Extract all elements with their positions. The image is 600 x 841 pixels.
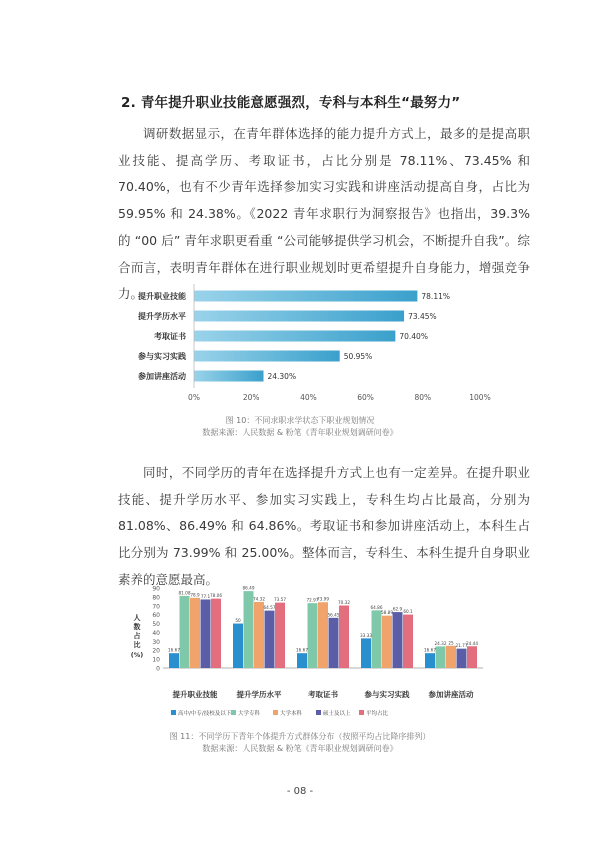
chart2-value-label: 77.1 — [200, 593, 211, 599]
chart2-bar — [233, 624, 243, 668]
chart2-value-label: 60.1 — [403, 609, 413, 615]
chart2-y-tick-label: 30 — [152, 638, 160, 646]
chart2-y-axis-label: 占 — [133, 632, 141, 640]
figure-11-caption — [0, 731, 600, 755]
chart2-bar — [169, 653, 179, 668]
chart1-category-label: 考取证书 — [154, 332, 186, 341]
chart2-legend-label: 高中/中专/技校及以下 — [178, 711, 232, 717]
section-heading: 2. 青年提升职业技能意愿强烈，专科与本科生“最努力” — [121, 95, 461, 111]
chart2-value-label: 73.99 — [317, 596, 329, 602]
chart2-value-label: 64.57 — [263, 605, 276, 611]
chart1-category-label: 提升职业技能 — [138, 292, 186, 301]
chart2-bar — [425, 653, 435, 668]
chart2-bar — [361, 638, 371, 668]
chart2-y-tick-label: 40 — [152, 629, 160, 637]
chart2-value-label: 21.77 — [455, 643, 468, 649]
chart2-value-label: 24.44 — [466, 640, 478, 646]
chart2-bar — [265, 611, 275, 668]
chart2-bar — [201, 599, 211, 668]
chart2-value-label: 24.32 — [434, 640, 447, 646]
chart2-value-label: 56.45 — [327, 612, 340, 618]
chart2-value-label: 33.33 — [360, 632, 372, 638]
chart2-value-label: 58.89 — [381, 610, 393, 616]
chart2-value-label: 81.08 — [178, 590, 191, 596]
chart2-category-label: 提升职业技能 — [172, 690, 218, 699]
chart2-value-label: 72.97 — [306, 597, 319, 603]
chart2-y-tick-label: 0 — [156, 665, 160, 673]
chart2-y-axis-label: 人 — [133, 614, 141, 622]
chart2-value-label: 62.9 — [392, 606, 403, 612]
chart2-legend-swatch — [273, 710, 278, 715]
chart1-category-label: 提升学历水平 — [138, 312, 186, 321]
chart2-value-label: 16.67 — [296, 647, 308, 653]
chart1-category-label: 参与实习实践 — [138, 352, 186, 361]
chart2-y-tick-label: 20 — [152, 647, 160, 655]
chart1-value-label: 50.95% — [343, 352, 373, 361]
chart2-value-label: 16.67 — [424, 647, 436, 653]
chart1-value-label: 78.11% — [421, 292, 451, 301]
figure-11-source: 数据来源：人民数据 & 粉笔《青年职业规划调研问卷》 — [202, 744, 398, 753]
chart2-legend-label: 平均占比 — [366, 711, 389, 717]
chart2-bar — [329, 618, 339, 668]
paragraph-2: 同时，不同学历的青年在选择提升方式上也有一定差异。在提升职业技能、提升学历水平、参加实习实践上，专科生均占比最高，分别为 81.08%、86.49% 和 64.86%。考取证书和参加讲座活动上，本科生占比分别为 73.99% 和 25.00%。整体而言，专科生、本科生提升自身职业素养的意愿最高。 — [118, 465, 530, 587]
chart2-y-tick-label: 10 — [152, 656, 160, 664]
paragraph-1: 调研数据显示，在青年群体选择的能力提升方式上，最多的是提高职业技能、提高学历、考取证书，占比分别是 78.11%、73.45% 和 70.40%，也有不少青年选择参加实习实践和讲座活动提高自身，占比为 59.95% 和 24.38%。《2022 青年求职行为洞察报告》也指出，39.3% 的 “00 后” 青年求职更看重 “公司能够提供学习机会，不断提升自我”。综合而言，表明青年群体在进行职业规划时更希望提升自身能力，增强竞争力。 — [118, 126, 530, 302]
chart2-value-label: 78.9 — [190, 592, 200, 598]
figure-11-title: 图 11：不同学历下青年个体提升方式群体分布（按照平均占比降序排列） — [169, 732, 431, 741]
chart2-bar — [180, 596, 190, 668]
chart2-bar — [297, 653, 307, 668]
chart2-bar — [211, 599, 221, 668]
chart2-bar — [393, 612, 403, 668]
chart2-value-label: 78.06 — [210, 593, 222, 599]
chart2-bar — [403, 615, 413, 668]
chart2-bar — [244, 591, 254, 668]
chart2-legend-swatch — [231, 710, 236, 715]
chart2-bar — [254, 602, 264, 668]
figure-10-source: 数据来源：人民数据 & 粉笔《青年职业规划调研问卷》 — [202, 428, 398, 437]
chart2-category-label: 提升学历水平 — [236, 690, 282, 699]
chart2-y-tick-label: 70 — [152, 603, 160, 611]
chart1-x-tick-label: 0% — [188, 393, 200, 402]
chart2-bar — [339, 605, 349, 668]
chart2-bar — [275, 603, 285, 668]
chart1-x-tick-label: 100% — [469, 393, 491, 402]
chart2-y-axis-label: 数 — [133, 623, 141, 631]
chart2-category-label: 考取证书 — [308, 690, 338, 699]
chart2-category-label: 参加讲座活动 — [428, 690, 474, 699]
chart2-legend-swatch — [316, 710, 321, 715]
chart2-legend-swatch — [171, 710, 176, 715]
chart1-category-label: 参加讲座活动 — [138, 372, 186, 381]
chart1-x-tick-label: 40% — [300, 393, 317, 402]
chart2-legend-label: 硕士及以上 — [323, 711, 351, 717]
page-number: - 08 - — [286, 786, 314, 797]
chart1-value-label: 70.40% — [399, 332, 428, 341]
chart2-value-label: 50 — [235, 618, 241, 624]
chart2-value-label: 86.49 — [242, 585, 255, 591]
chart1-x-tick-label: 80% — [414, 393, 432, 402]
chart2-y-tick-label: 80 — [152, 594, 160, 602]
chart2-bar — [308, 603, 318, 668]
figure-10-title: 图 10：不同求职求学状态下职业规划情况 — [225, 416, 375, 425]
chart2-bar — [318, 602, 328, 668]
chart2-y-tick-label: 60 — [152, 612, 160, 620]
chart2-y-axis-label: 比 — [133, 641, 141, 649]
chart2-bar — [372, 610, 382, 668]
chart2-y-axis-unit: (%) — [130, 651, 144, 659]
chart1-x-tick-label: 20% — [242, 393, 260, 402]
chart2-y-tick-label: 90 — [152, 585, 160, 593]
chart2-y-tick-label: 50 — [152, 621, 160, 629]
chart1-value-label: 73.45% — [408, 312, 437, 321]
chart2-value-label: 25 — [448, 640, 454, 646]
chart2-legend-label: 大学专科 — [238, 711, 261, 717]
chart2-category-label: 参与实习实践 — [364, 690, 410, 699]
chart2-value-label: 74.32 — [253, 596, 265, 602]
chart2-legend-label: 大学本科 — [280, 711, 303, 717]
chart1-value-label: 24.30% — [267, 372, 297, 381]
chart1-x-tick-label: 60% — [357, 393, 374, 402]
chart2-bar — [467, 646, 477, 668]
chart2-bar — [446, 646, 456, 668]
chart2-bar — [190, 598, 200, 668]
chart2-bar — [382, 616, 392, 668]
chart2-legend-swatch — [359, 710, 364, 715]
chart2-value-label: 70.32 — [338, 599, 350, 605]
chart2-value-label: 73.57 — [274, 597, 286, 603]
chart2-bar — [457, 649, 467, 668]
chart2-bar — [436, 646, 446, 668]
chart2-value-label: 64.86 — [370, 604, 383, 610]
chart2-value-label: 16.67 — [168, 647, 180, 653]
